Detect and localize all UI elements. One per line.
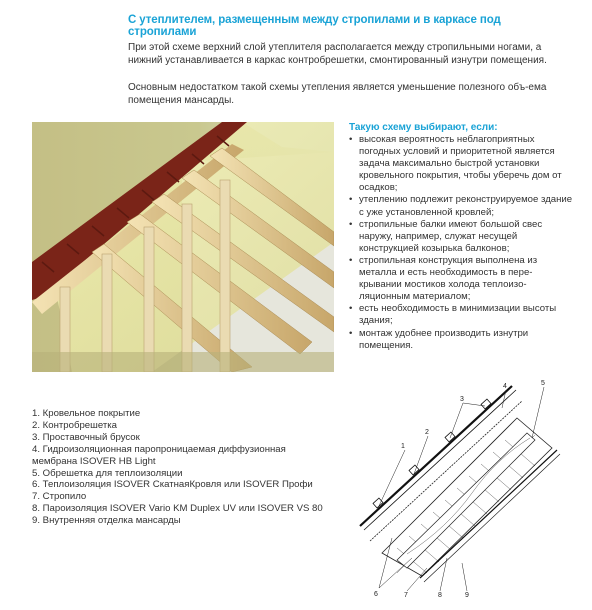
diagram-label: 9	[465, 592, 469, 599]
diagram-label: 1	[401, 443, 405, 450]
list-item: • стропильная конструкция выполнена из металла и есть необходимость в пере-крывании мостиков холода теплоизо-ляционным материалом;	[349, 255, 574, 303]
diagram-label: 5	[541, 380, 545, 387]
roof-section-diagram	[352, 378, 582, 603]
legend-item: 5. Обрешетка для теплоизоляции	[32, 467, 183, 479]
legend-item: 9. Внутренняя отделка мансарды	[32, 515, 181, 527]
legend-item: 1. Кровельное покрытие	[32, 408, 141, 419]
page-heading: С утеплителем, размещенным между стропилами и в каркасе под стропилами	[128, 14, 501, 38]
intro-paragraph: При этой схеме верхний слой утеплителя располагается между стропильными ногами, а нижний устанавливается в каркас контробрешетки, смонтированный изнутри помещения.	[128, 42, 547, 66]
diagram-label: 7	[404, 592, 408, 599]
diagram-label: 8	[438, 592, 442, 599]
criteria-title: Такую схему выбирают, если:	[349, 122, 498, 133]
diagram-label: 6	[374, 591, 378, 598]
diagram-label: 3	[460, 396, 464, 403]
legend-item: 6. Теплоизоляция ISOVER СкатнаяКровля или ISOVER Профи	[32, 479, 313, 491]
legend-item: 3. Проставочный брусок	[32, 431, 140, 443]
selection-criteria	[349, 122, 574, 352]
diagram-label: 2	[425, 429, 429, 436]
list-item: • монтаж удобнее производить изнутри помещения.	[349, 328, 574, 352]
list-item: • стропильные балки имеют большой свес наружу, например, служат несущей конструкцией козырька балконов;	[349, 219, 574, 255]
attic-insulation-photo	[32, 122, 334, 372]
legend-item: мембрана ISOVER HB Light	[32, 455, 156, 467]
legend-item: 2. Контробрешетка	[32, 419, 117, 431]
legend-item: 4. Гидроизоляционная паропроницаемая диффузионная	[32, 443, 286, 455]
legend-item: 7. Стропило	[32, 491, 87, 503]
drawback-paragraph: Основным недостатком такой схемы утепления является уменьшение полезного объ-ема помещения мансарды.	[128, 82, 547, 106]
legend-item: 8. Пароизоляция ISOVER Vario KM Duplex UV или ISOVER VS 80	[32, 503, 323, 515]
list-item: • есть необходимость в минимизации высоты здания;	[349, 303, 574, 327]
component-legend	[32, 408, 332, 527]
diagram-label: 4	[503, 383, 507, 390]
list-item: • высокая вероятность неблагоприятных погодных условий и приоритетной является задача максимально быстрой установки кровельного покрытия, чтобы уберечь дом от осадков;	[349, 134, 574, 194]
criteria-list	[349, 134, 574, 352]
list-item: • утеплению подлежит реконструируемое здание с уже установленной кровлей;	[349, 194, 574, 218]
